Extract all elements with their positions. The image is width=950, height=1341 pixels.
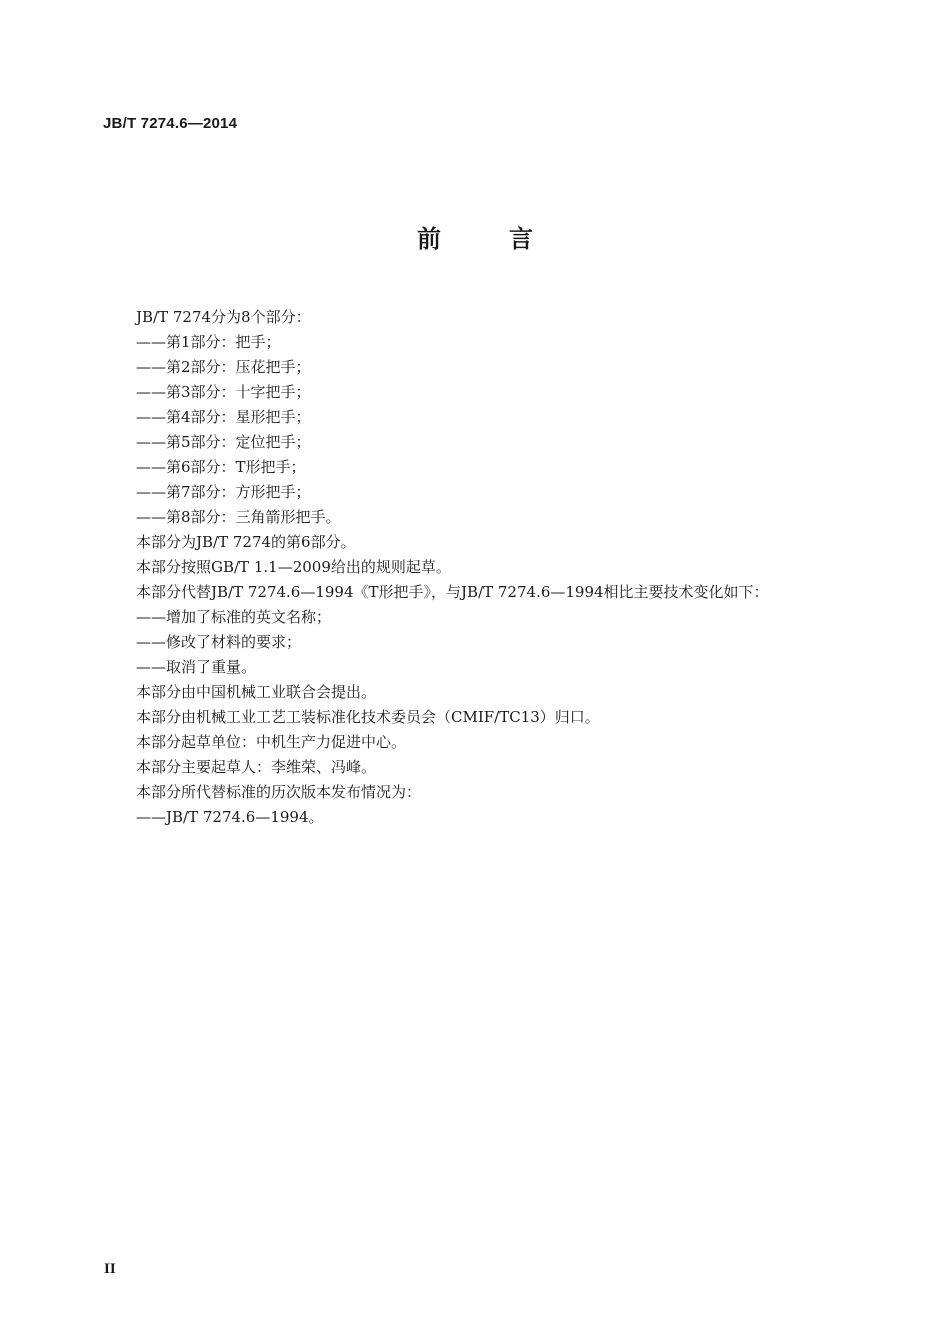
title-char-1: 前 bbox=[417, 225, 441, 253]
page-title bbox=[0, 219, 950, 254]
list-item: ——JB/T 7274.6—1994。 bbox=[136, 808, 324, 826]
document-code: JB/T 7274.6—2014 bbox=[103, 115, 238, 132]
paragraph-line: 本部分主要起草人：李维荣、冯峰。 bbox=[136, 758, 377, 776]
list-item: ——第1部分：把手； bbox=[136, 333, 281, 351]
list-item: ——第2部分：压花把手； bbox=[136, 358, 311, 376]
list-item: ——第6部分：T形把手； bbox=[136, 458, 306, 476]
paragraph-line: 本部分由中国机械工业联合会提出。 bbox=[136, 683, 377, 701]
list-item: ——第3部分：十字把手； bbox=[136, 383, 311, 401]
paragraph-line: 本部分代替JB/T 7274.6—1994《T形把手》，与JB/T 7274.6—1994相比主要技术变化如下： bbox=[136, 583, 769, 601]
paragraph-line: JB/T 7274分为8个部分： bbox=[136, 308, 311, 326]
page-number: II bbox=[104, 1261, 116, 1277]
list-item: ——第8部分：三角箭形把手。 bbox=[136, 508, 341, 526]
foreword-body bbox=[136, 305, 856, 830]
paragraph-line: 本部分由机械工业工艺工装标准化技术委员会（CMIF/TC13）归口。 bbox=[136, 708, 600, 726]
paragraph-line: 本部分按照GB/T 1.1—2009给出的规则起草。 bbox=[136, 558, 451, 576]
paragraph-line: 本部分为JB/T 7274的第6部分。 bbox=[136, 533, 356, 551]
list-item: ——修改了材料的要求； bbox=[136, 633, 302, 651]
list-item: ——增加了标准的英文名称； bbox=[136, 608, 332, 626]
paragraph-line: 本部分所代替标准的历次版本发布情况为： bbox=[136, 783, 422, 801]
title-char-2: 言 bbox=[509, 225, 533, 253]
list-item: ——第7部分：方形把手； bbox=[136, 483, 311, 501]
paragraph-line: 本部分起草单位：中机生产力促进中心。 bbox=[136, 733, 407, 751]
list-item: ——第4部分：星形把手； bbox=[136, 408, 311, 426]
list-item: ——取消了重量。 bbox=[136, 658, 257, 676]
list-item: ——第5部分：定位把手； bbox=[136, 433, 311, 451]
